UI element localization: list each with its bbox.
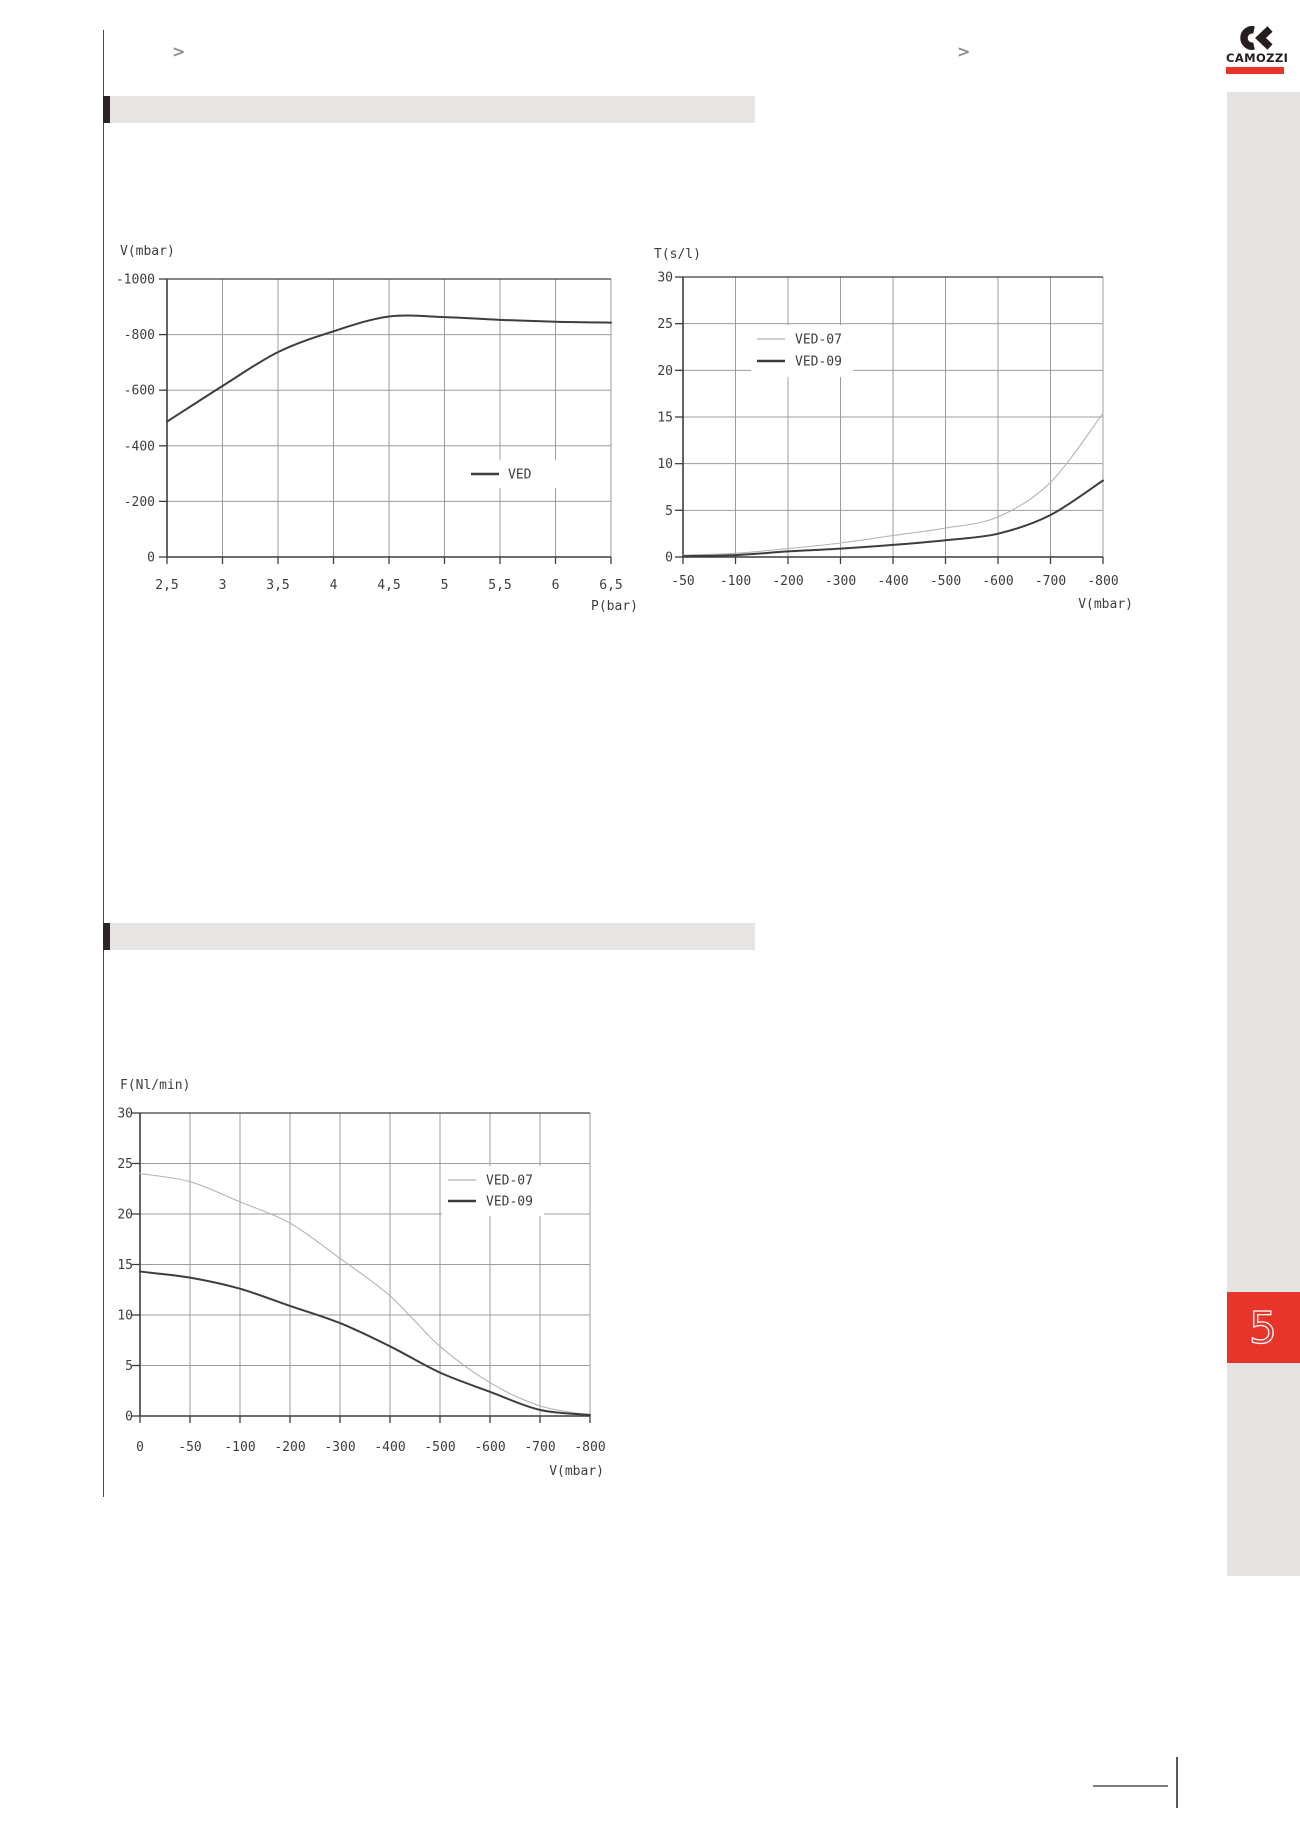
y-tick-label: -600 — [123, 383, 155, 399]
x-axis-title: V(mbar) — [549, 1464, 604, 1479]
x-tick-label: -800 — [1087, 574, 1119, 589]
y-tick-label: 15 — [657, 410, 673, 426]
y-tick-label: -1000 — [115, 272, 155, 288]
x-tick-label: 2,5 — [155, 578, 179, 593]
legend-label: VED-09 — [795, 354, 842, 370]
y-axis-title: V(mbar) — [120, 244, 175, 259]
legend-label: VED-07 — [795, 332, 842, 348]
x-tick-label: -100 — [719, 574, 752, 589]
y-tick-label: 20 — [657, 363, 673, 379]
chart-evacuation-time-vs-vacuum — [654, 247, 1133, 612]
x-tick-label: 0 — [136, 1440, 144, 1455]
y-axis-title: F(Nl/min) — [120, 1078, 191, 1093]
y-tick-label: 25 — [117, 1157, 133, 1172]
y-tick-label: 5 — [125, 1359, 133, 1374]
x-tick-label: -50 — [178, 1440, 202, 1455]
x-tick-label: -50 — [671, 574, 695, 589]
y-tick-label: 15 — [117, 1258, 133, 1273]
x-tick-label: -700 — [524, 1440, 556, 1455]
x-tick-label: -100 — [224, 1440, 256, 1455]
x-tick-label: -200 — [274, 1440, 306, 1455]
x-tick-label: -300 — [324, 1440, 356, 1455]
x-tick-label: -600 — [982, 574, 1014, 589]
x-tick-label: 4 — [329, 578, 338, 593]
y-tick-label: 0 — [125, 1409, 133, 1425]
x-axis-title: P(bar) — [591, 599, 638, 614]
x-tick-label: 6,5 — [599, 578, 623, 593]
x-tick-label: -500 — [424, 1440, 456, 1455]
camozzi-wordmark: CAMOZZI — [1226, 51, 1289, 65]
x-tick-label: -400 — [877, 574, 909, 589]
x-tick-label: -200 — [772, 574, 804, 589]
chart-flow-vs-vacuum — [117, 1078, 605, 1479]
x-tick-label: -500 — [929, 574, 962, 589]
x-tick-label: 4,5 — [377, 578, 401, 593]
legend-label: VED-07 — [486, 1173, 533, 1189]
svg-text:5: 5 — [1249, 1303, 1277, 1354]
y-tick-label: 0 — [147, 550, 155, 566]
y-tick-label: 20 — [117, 1207, 133, 1223]
x-tick-label: -800 — [574, 1440, 606, 1455]
legend-label: VED — [508, 467, 532, 483]
y-tick-label: 30 — [117, 1106, 133, 1122]
y-tick-label: -800 — [123, 328, 155, 344]
y-tick-label: 5 — [665, 503, 673, 519]
x-tick-label: -600 — [474, 1440, 506, 1455]
x-tick-label: 5 — [440, 578, 449, 593]
chart-vacuum-vs-pressure — [116, 244, 638, 614]
x-tick-label: 3 — [218, 578, 227, 593]
x-axis-title: V(mbar) — [1078, 597, 1133, 612]
y-tick-label: 30 — [657, 270, 673, 286]
series-ved-09 — [140, 1272, 590, 1415]
x-tick-label: -700 — [1034, 574, 1067, 589]
breadcrumb-arrow-left-icon: > — [172, 42, 186, 61]
y-tick-label: -400 — [123, 439, 155, 455]
y-axis-title: T(s/l) — [654, 247, 701, 262]
y-tick-label: 25 — [657, 317, 673, 333]
x-tick-label: 6 — [551, 578, 560, 593]
legend-label: VED-09 — [486, 1194, 533, 1210]
y-tick-label: 10 — [657, 457, 673, 473]
breadcrumb-arrow-right-icon: > — [957, 42, 971, 61]
x-tick-label: -300 — [824, 574, 857, 589]
x-tick-label: -400 — [374, 1440, 406, 1455]
y-tick-label: -200 — [123, 494, 155, 510]
y-tick-label: 0 — [665, 550, 673, 566]
y-tick-label: 10 — [117, 1308, 133, 1324]
x-tick-label: 3,5 — [266, 578, 290, 593]
x-tick-label: 5,5 — [488, 578, 512, 593]
